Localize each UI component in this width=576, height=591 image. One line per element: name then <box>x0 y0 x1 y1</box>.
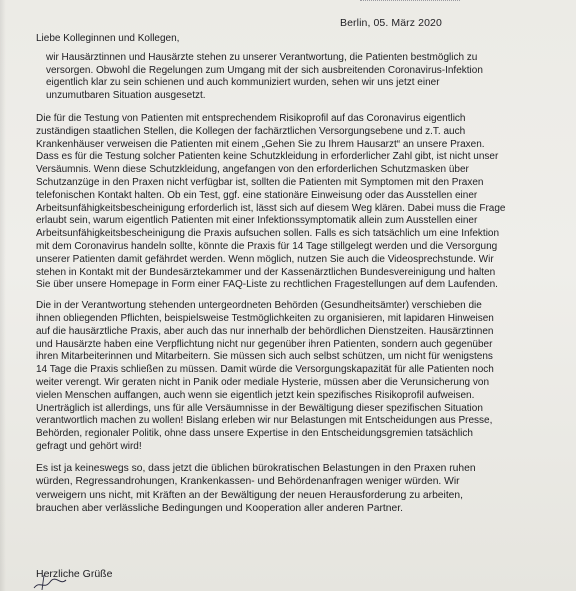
letter-date: Berlin, 05. März 2020 <box>340 17 442 29</box>
letter-body <box>36 33 506 528</box>
salutation: Liebe Kolleginnen und Kollegen, <box>36 33 180 44</box>
paragraph-3: Die in der Verantwortung stehenden untergeordneten Behörden (Gesundheitsämter) verschieben die ihnen obliegenden Pflichten, beispielsweise Testmöglichkeiten zu organisieren, mit lapidaren Hinweisen auf die hausärztliche Praxis, aber auch das nur innerhalb der behördlichen Dienstzeiten. Hausärztinnen und Hausärzte haben eine Verpflichtung nicht nur gegenüber ihren Patienten, sondern auch gegenüber ihren Mitarbeiterinnen und Mitarbeitern. Sie müssen sich auch selbst schützen, um nicht für wenigstens 14 Tage die Praxis schließen zu müssen. Damit würde die Versorgungskapazität für alle Patienten noch weiter verengt. Wir geraten nicht in Panik oder mediale Hysterie, müssen aber die Verunsicherung von vielen Menschen auffangen, auch wenn sie eigentlich jetzt kein spezifisches Risikoprofil aufweisen. Unerträglich ist allerdings, uns für alle Versäumnisse in der Bewältigung dieser spezifischen Situation verantwortlich machen zu wollen! Bislang erleben wir nur Belastungen mit Entscheidungen aus Presse, Behörden, regionaler Politik, ohne dass unsere Expertise in den Entscheidungsgremien tatsächlich gefragt und gehört wird! <box>36 300 494 452</box>
paragraph-4: Es ist ja keineswegs so, dass jetzt die üblichen bürokratischen Belastungen in den Praxen ruhen würden, Regressandrohungen, Krankenkassen- und Behördenanfragen weniger würden. Wir verweigern uns nicht, mit Kräften an der Bewältigung der neuen Herausforderung zu arbeiten, brauchen aber verlässliche Bedingungen und Kooperation aller anderen Partner. <box>36 462 476 515</box>
page-shadow <box>0 0 6 591</box>
closing: Herzliche Grüße <box>36 568 113 580</box>
paragraph-1: wir Hausärztinnen und Hausärzte stehen zu unserer Verantwortung, die Patienten bestmöglich zu versorgen. Obwohl die Regelungen zum Umgang mit der sich ausbreitenden Coronavirus-Infektion eigentlich klar zu sein schienen und auch kommuniziert wurden, sehen wir uns jetzt einer unzumutbaren Situation ausgesetzt. <box>46 51 483 102</box>
letterhead-rule <box>360 0 460 3</box>
paragraph-2: Die für die Testung von Patienten mit entsprechendem Risikoprofil auf das Coronavirus eigentlich zuständigen staatlichen Stellen, die Kollegen der fachärztlichen Versorgungsebene und z.T. auch Krankenhäuser verweisen die Patienten mit einem „Gehen Sie zu Ihrem Hausarzt“ an unsere Praxen. Dass es für die Testung solcher Patienten keine Schutzkleidung in erforderlicher Zahl gibt, ist nicht unser Versäumnis. Wenn diese Schutzkleidung, angefangen von den erforderlichen Schutzmasken über Schutzanzüge in den Praxen nicht verfügbar ist, sollten die Patienten mit Symptomen mit den Praxen telefonischen Kontakt halten. Ob ein Test, ggf. eine stationäre Einweisung oder das Ausstellen einer Arbeitsunfähigkeitsbescheinigung erforderlich ist, lässt sich auf diesem Weg klären. Dabei muss die Frage erlaubt sein, warum eigentlich Patienten mit einer Infektionssymptomatik allein zum Ausstellen einer Arbeitsunfähigkeitsbescheinigung die Praxis aufsuchen sollen. Falls es sich tatsächlich um eine Infektion mit dem Coronavirus handeln sollte, könnte die Praxis für 14 Tage stillgelegt werden und die Versorgung unserer Patienten damit gefährdet werden. Wenn möglich, nutzen Sie auch die Videosprechstunde. Wir stehen in Kontakt mit der Bundesärztekammer und der Kassenärztlichen Bundesvereinigung und halten Sie über unsere Homepage in Form einer FAQ-Liste zu rechtlichen Fragestellungen auf dem Laufenden. <box>36 112 506 291</box>
signature-stroke <box>30 572 90 591</box>
